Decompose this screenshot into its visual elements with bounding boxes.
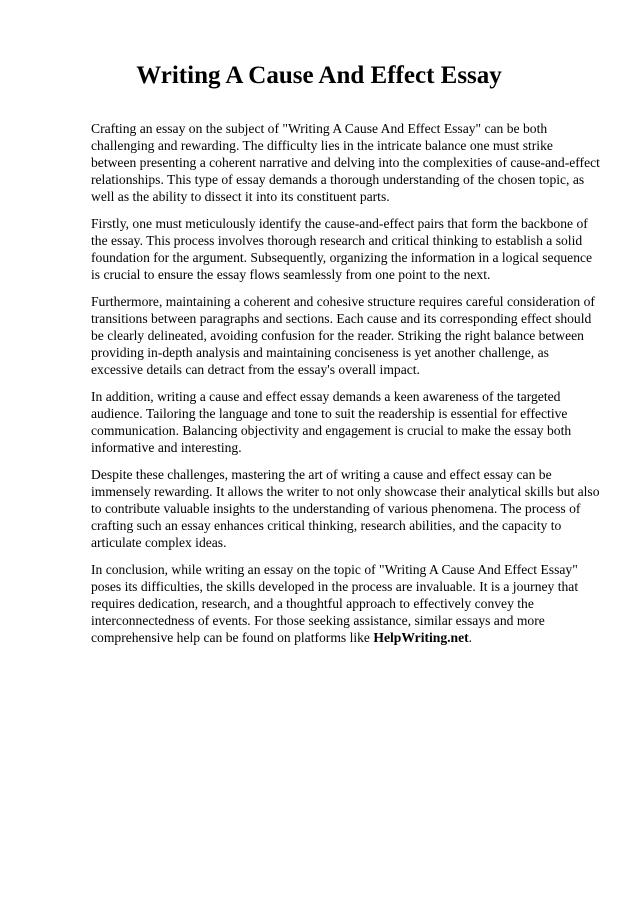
document-title: Writing A Cause And Effect Essay	[136, 62, 502, 89]
document-body	[91, 120, 601, 656]
paragraph-in-addition: In addition, writing a cause and effect essay demands a keen awareness of the targeted audience. Tailoring the language and tone to suit the readership is essential for effective communication. Balancing objectivity and engagement is crucial to make the essay both informative and interesting.	[91, 388, 572, 456]
paragraph-despite: Despite these challenges, mastering the art of writing a cause and effect essay can be immensely rewarding. It allows the writer to not only showcase their analytical skills but also to contribute valuable insights to the understanding of various phenomena. The process of crafting such an essay enhances critical thinking, research abilities, and the capacity to articulate complex ideas.	[91, 466, 600, 551]
conclusion-text: In conclusion, while writing an essay on the topic of "Writing A Cause And Effect Essay" poses its difficulties, the skills developed in the process are invaluable. It is a journey that requires dedication, research, and a thoughtful approach to effectively convey the interconnectedness of events. For those seeking assistance, similar essays and more comprehensive help can be found on platforms like	[91, 561, 579, 646]
paragraph-intro: Crafting an essay on the subject of "Writing A Cause And Effect Essay" can be both challenging and rewarding. The difficulty lies in the intricate balance one must strike between presenting a coherent narrative and delving into the complexities of cause-and-effect relationships. This type of essay demands a thorough understanding of the chosen topic, as well as the ability to dissect it into its constituent parts.	[91, 121, 600, 205]
helpwriting-link[interactable]: HelpWriting.net	[373, 630, 469, 646]
conclusion-end-text: .	[468, 630, 473, 646]
paragraph-firstly: Firstly, one must meticulously identify the cause-and-effect pairs that form the backbone of the essay. This process involves thorough research and critical thinking to establish a solid foundation for the argument. Subsequently, organizing the information in a logical sequence is crucial to ensure the essay flows seamlessly from one point to the next.	[91, 215, 593, 283]
paragraph-conclusion	[91, 561, 601, 646]
paragraph-furthermore: Furthermore, maintaining a coherent and cohesive structure requires careful consideration of transitions between paragraphs and sections. Each cause and its corresponding effect should be clearly delineated, avoiding confusion for the reader. Striking the right balance between providing in-depth analysis and maintaining conciseness is yet another challenge, as excessive details can detract from the essay's overall impact.	[91, 293, 595, 378]
